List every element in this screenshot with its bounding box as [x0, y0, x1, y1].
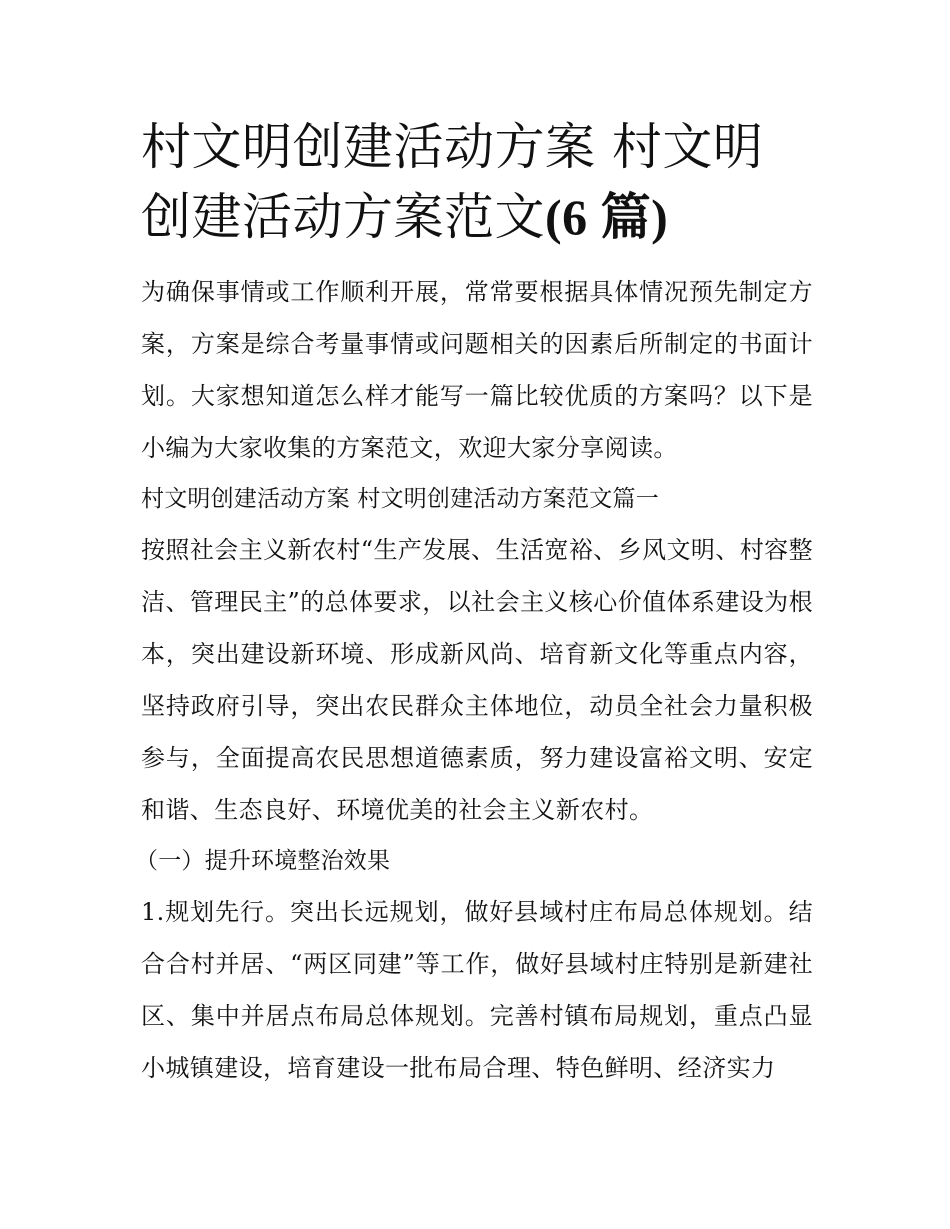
- document-page: [135, 112, 813, 1094]
- title-count: (6 篇): [545, 189, 669, 245]
- item-paragraph: 1.规划先行。突出长远规划，做好县域村庄布局总体规划。结合合村并居、“两区同建”等工作，做好县域村庄特别是新建社区、集中并居点布局总体规划。完善村镇布局规划，重点凸显小城镇建设，培育建设一批布局合理、特色鲜明、经济实力: [141, 898, 813, 1082]
- intro-paragraph: 为确保事情或工作顺利开展，常常要根据具体情况预先制定方案，方案是综合考量事情或问题相关的因素后所制定的书面计划。大家想知道怎么样才能写一篇比较优质的方案吗？以下是小编为大家收集的方案范文，欢迎大家分享阅读。: [141, 278, 813, 462]
- body-paragraph: 按照社会主义新农村“生产发展、生活宽裕、乡风文明、村容整洁、管理民主”的总体要求，以社会主义核心价值体系建设为根本，突出建设新环境、形成新风尚、培育新文化等重点内容，坚持政府引导，突出农民群众主体地位，动员全社会力量积极参与，全面提高农民思想道德素质，努力建设富裕文明、安定和谐、生态良好、环境优美的社会主义新农村。: [141, 536, 813, 824]
- title-text: 村文明创建活动方案 村文明创建活动方案范文: [141, 118, 764, 246]
- document-title: [141, 112, 813, 252]
- subheading: （一）提升环境整治效果: [135, 848, 391, 874]
- section-heading: 村文明创建活动方案 村文明创建活动方案范文篇一: [141, 486, 659, 512]
